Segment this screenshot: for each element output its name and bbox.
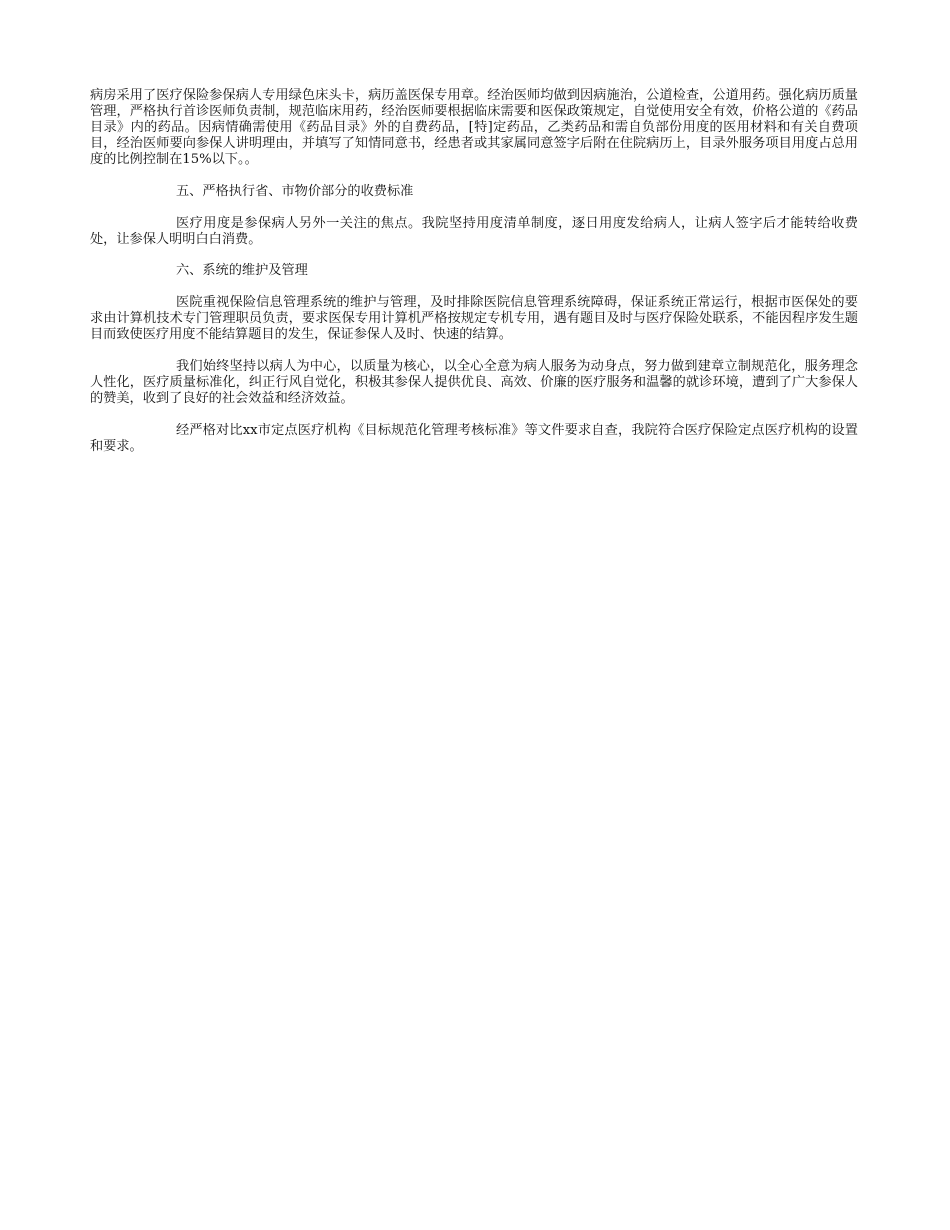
paragraph-system-maintenance: 医院重视保险信息管理系统的维护与管理，及时排除医院信息管理系统障碍，保证系统正常运行，根据市医保处的要求由计算机技术专门管理职员负责，要求医保专用计算机严格按规定专机专用，遇有题目及时与医疗保险处联系，不能因程序发生题目而致使医疗用度不能结算题目的发生，保证参保人及时、快速的结算。 — [90, 295, 858, 342]
heading-section-six: 六、系统的维护及管理 — [176, 263, 308, 278]
paragraph-fee-list: 医疗用度是参保病人另外一关注的焦点。我院坚持用度清单制度，逐日用度发给病人，让病人签字后才能转给收费处，让参保人明明白白消费。 — [90, 216, 858, 247]
paragraph-drug-management: 病房采用了医疗保险参保病人专用绿色床头卡，病历盖医保专用章。经治医师均做到因病施治，公道检查，公道用药。强化病历质量管理，严格执行首诊医师负责制，规范临床用药，经治医师要根据临床需要和医保政策规定，自觉使用安全有效，价格公道的《药品目录》内的药品。因病情确需使用《药品目录》外的自费药品，[特]定药品，乙类药品和需自负部份用度的医用材料和有关自费项目，经治医师要向参保人讲明理由，并填写了知情同意书，经患者或其家属同意签字后附在住院病历上，目录外服务项目用度占总用度的比例控制在15%以下。。 — [90, 88, 858, 167]
paragraph-conclusion: 经严格对比xx市定点医疗机构《目标规范化管理考核标准》等文件要求自查，我院符合医疗保险定点医疗机构的设置和要求。 — [90, 423, 858, 454]
paragraph-patient-centered: 我们始终坚持以病人为中心，以质量为核心，以全心全意为病人服务为动身点，努力做到建章立制规范化，服务理念人性化，医疗质量标准化，纠正行风自觉化，积极其参保人提供优良、高效、价廉的医疗服务和温馨的就诊环境，遭到了广大参保人的赞美，收到了良好的社会效益和经济效益。 — [90, 359, 858, 406]
heading-section-five: 五、严格执行省、市物价部分的收费标准 — [176, 184, 414, 199]
document-page — [90, 88, 858, 455]
